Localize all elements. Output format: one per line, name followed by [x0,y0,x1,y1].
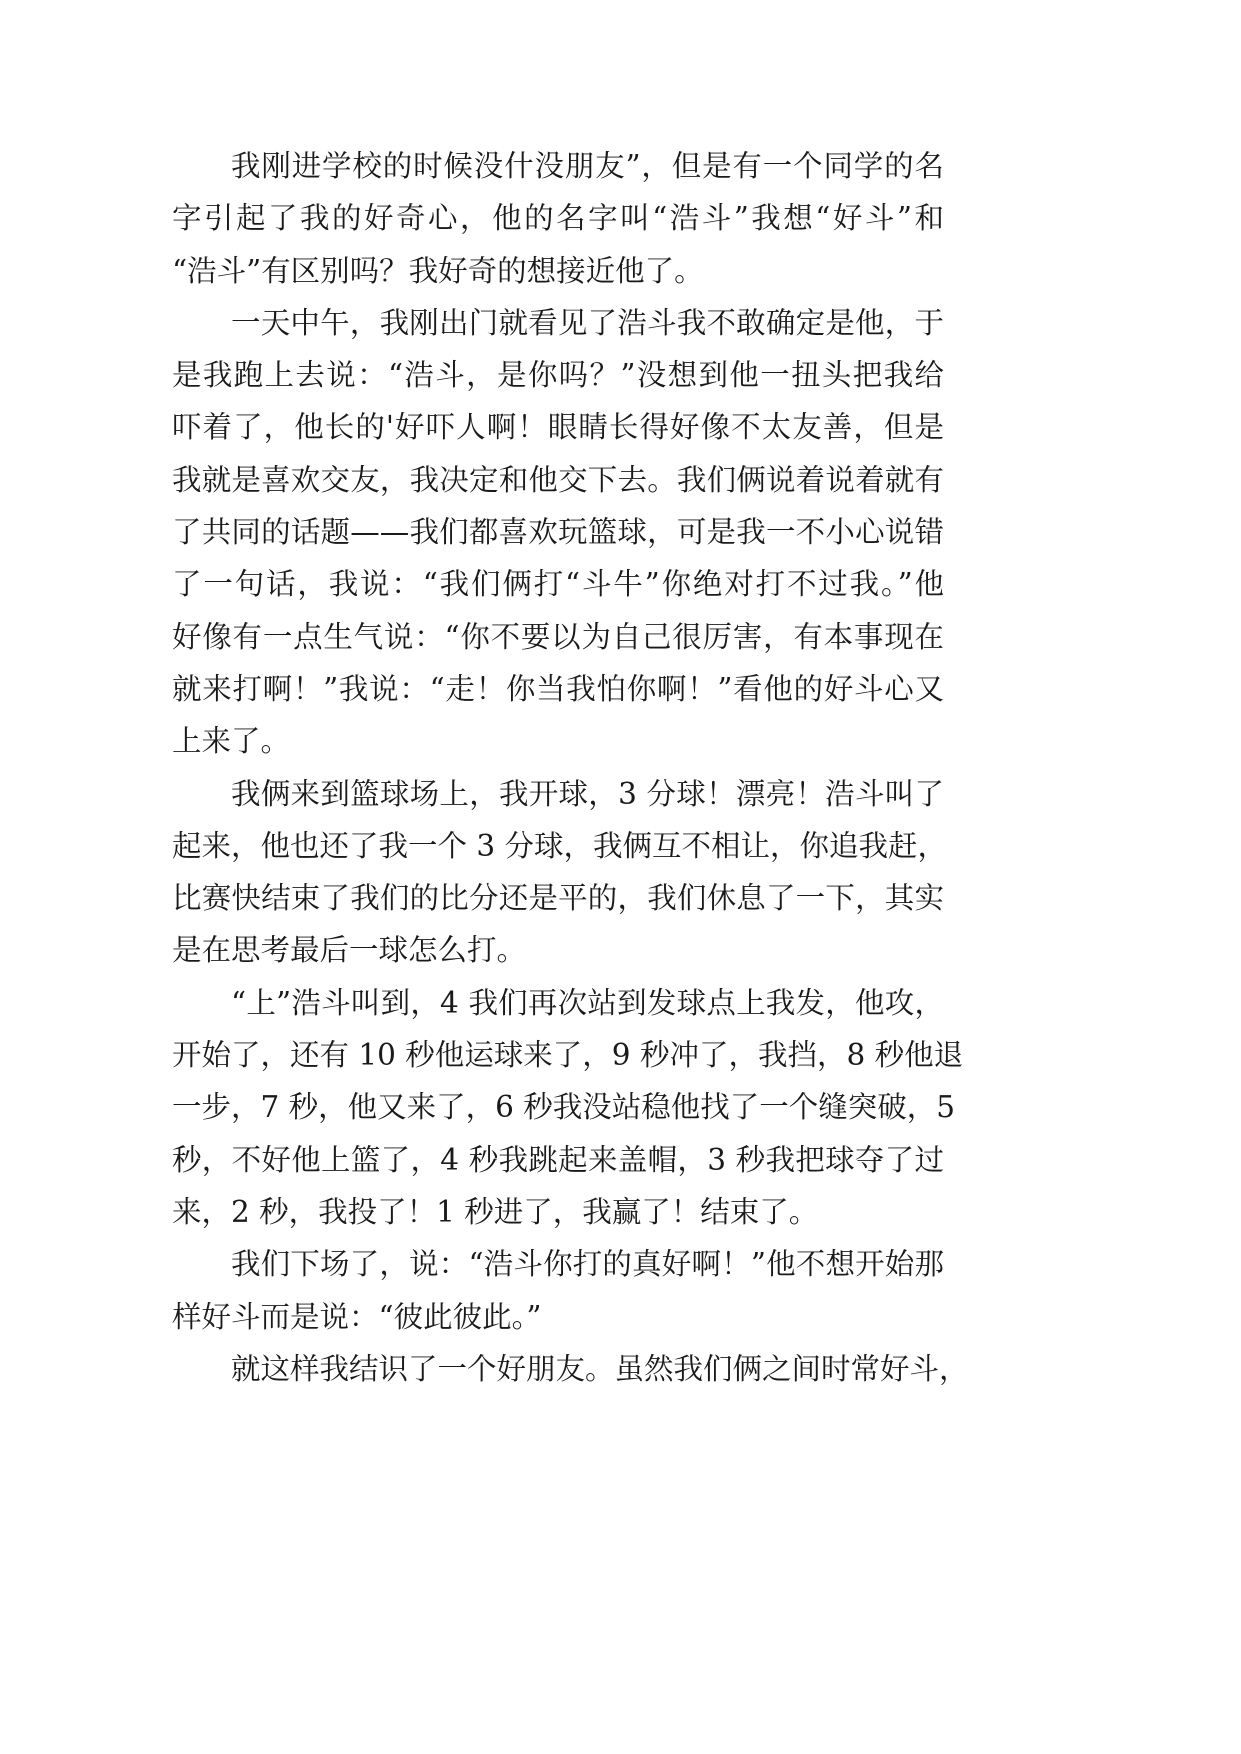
text-line: 秒，不好他上篮了，4 秒我跳起来盖帽，3 秒我把球夺了过 [172,1142,944,1177]
text-line: 上来了。 [172,724,291,759]
paragraph-6 [172,1343,969,1395]
text-line: 我们下场了，说：“浩斗你打的真好啊！”他不想开始那 [231,1247,944,1282]
text-line: 就这样我结识了一个好朋友。虽然我们俩之间时常好斗， [231,1351,969,1386]
paragraph-2 [172,297,944,768]
text-line: 一天中午，我刚出门就看见了浩斗我不敢确定是他，于 [231,305,944,340]
text-line: 就来打啊！”我说：“走！你当我怕你啊！”看他的好斗心又 [172,671,944,706]
text-line: 吓着了，他长的'好吓人啊！眼睛长得好像不太友善，但是 [172,410,944,445]
text-line: 字引起了我的好奇心，他的名字叫“浩斗”我想“好斗”和 [172,201,944,236]
text-line: “浩斗”有区别吗？我好奇的想接近他了。 [172,253,704,288]
text-line: 比赛快结束了我们的比分还是平的，我们休息了一下，其实 [172,881,944,916]
text-line: 一步，7 秒，他又来了，6 秒我没站稳他找了一个缝突破，5 [172,1090,956,1125]
text-line: 我就是喜欢交友，我决定和他交下去。我们俩说着说着就有 [172,462,944,497]
paragraph-5 [172,1238,944,1343]
paragraph-1 [172,140,944,297]
text-line: 开始了，还有 10 秒他运球来了，9 秒冲了，我挡，8 秒他退 [172,1038,964,1073]
text-line: 好像有一点生气说：“你不要以为自己很厉害，有本事现在 [172,619,944,654]
text-line: 了一句话，我说：“我们俩打“斗牛”你绝对打不过我。”他 [172,567,944,602]
text-line: 起来，他也还了我一个 3 分球，我俩互不相让，你追我赶， [172,828,948,863]
text-line: 来，2 秒，我投了！1 秒进了，我赢了！结束了。 [172,1194,819,1229]
document-body [172,140,969,1395]
text-line: 是我跑上去说：“浩斗，是你吗？”没想到他一扭头把我给 [172,358,944,393]
text-line: 了共同的话题——我们都喜欢玩篮球，可是我一不小心说错 [172,515,944,550]
text-line: 样好斗而是说：“彼此彼此。” [172,1299,542,1334]
paragraph-4 [172,977,964,1238]
text-line: 我俩来到篮球场上，我开球，3 分球！漂亮！浩斗叫了 [231,776,944,811]
text-line: 是在思考最后一球怎么打。 [172,933,527,968]
paragraph-3 [172,768,948,977]
text-line: “上”浩斗叫到，4 我们再次站到发球点上我发，他攻， [231,985,944,1020]
text-line: 我刚进学校的时候没什没朋友”，但是有一个同学的名 [231,149,944,183]
